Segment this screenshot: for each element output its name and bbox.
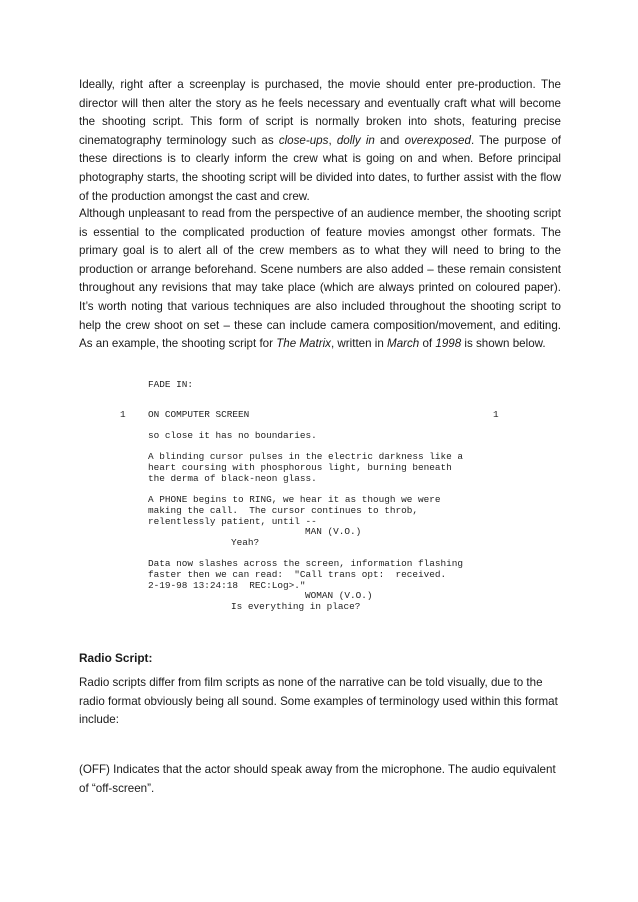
script-year: 1998 xyxy=(435,337,462,351)
action-line: so close it has no boundaries. xyxy=(148,430,317,441)
off-term-paragraph: (OFF) Indicates that the actor should speak away from the microphone. The audio equivalent of “off-screen”. xyxy=(79,763,556,795)
script-month: March xyxy=(387,337,420,351)
character-cue: WOMAN (V.O.) xyxy=(305,590,373,601)
scene-number-right: 1 xyxy=(493,409,499,420)
text-run: of xyxy=(419,337,436,351)
text-run: Although unpleasant to read from the perspective of an audience member, the shooting script is essential to the complicated production of feature movies amongst other formats. The primary goal is to alert all of the crew members as to what they will need to bring to the production or arrange beforehand. Scene numbers are also added – these remain consistent throughout any revisions that may take place (which are always printed on coloured paper). It’s worth noting that various techniques are also included throughout the shooting script to help the crew shoot on set – these can include camera composition/movement, and editing. As an example, the shooting script for xyxy=(79,207,561,351)
action-line: heart coursing with phosphorous light, burning beneath xyxy=(148,462,452,473)
text-run: . The purpose of these directions is to clearly inform the crew what is going on and when. Before principal photography starts, the shooting script will be divided into dates, to further assist with the flow of the production amongst the cast and crew. xyxy=(79,133,562,203)
term-close-ups: close-ups xyxy=(278,133,329,147)
action-line: 2-19-98 13:24:18 REC:Log>." xyxy=(148,580,306,591)
action-line: Data now slashes across the screen, information flashing xyxy=(148,558,464,569)
text-run: , written in xyxy=(330,337,388,351)
dialogue-line: Yeah? xyxy=(231,537,260,548)
film-title: The Matrix xyxy=(276,337,331,351)
action-line: the derma of black-neon glass. xyxy=(148,473,317,484)
text-run: , xyxy=(328,133,337,147)
text-run: is shown below. xyxy=(461,337,546,351)
fade-in: FADE IN: xyxy=(148,379,194,390)
action-line: faster then we can read: "Call trans opt: received. xyxy=(148,569,447,580)
text-run: and xyxy=(374,133,405,147)
radio-script-heading: Radio Script: xyxy=(79,651,153,665)
action-line: A blinding cursor pulses in the electric darkness like a xyxy=(148,451,464,462)
character-cue: MAN (V.O.) xyxy=(305,526,362,537)
text-run: Ideally, right after a screenplay is purchased, the movie should enter pre-production. The director will then alter the story as he feels necessary and eventually craft what will become the shooting script. This form of script is normally broken into shots, featuring precise cinematography terminology such as xyxy=(79,78,561,147)
scene-heading: ON COMPUTER SCREEN xyxy=(148,409,250,420)
term-overexposed: overexposed xyxy=(404,133,471,147)
dialogue-line: Is everything in place? xyxy=(231,601,361,612)
radio-script-paragraph: Radio scripts differ from film scripts as none of the narrative can be told visually, due to the radio format obviously being all sound. Some examples of terminology used within this format include: xyxy=(79,676,558,727)
term-dolly-in: dolly in xyxy=(336,133,375,147)
action-line: relentlessly patient, until -- xyxy=(148,516,317,527)
action-line: A PHONE begins to RING, we hear it as though we were xyxy=(148,494,441,505)
scene-number-left: 1 xyxy=(120,409,126,420)
action-line: making the call. The cursor continues to throb, xyxy=(148,505,419,516)
